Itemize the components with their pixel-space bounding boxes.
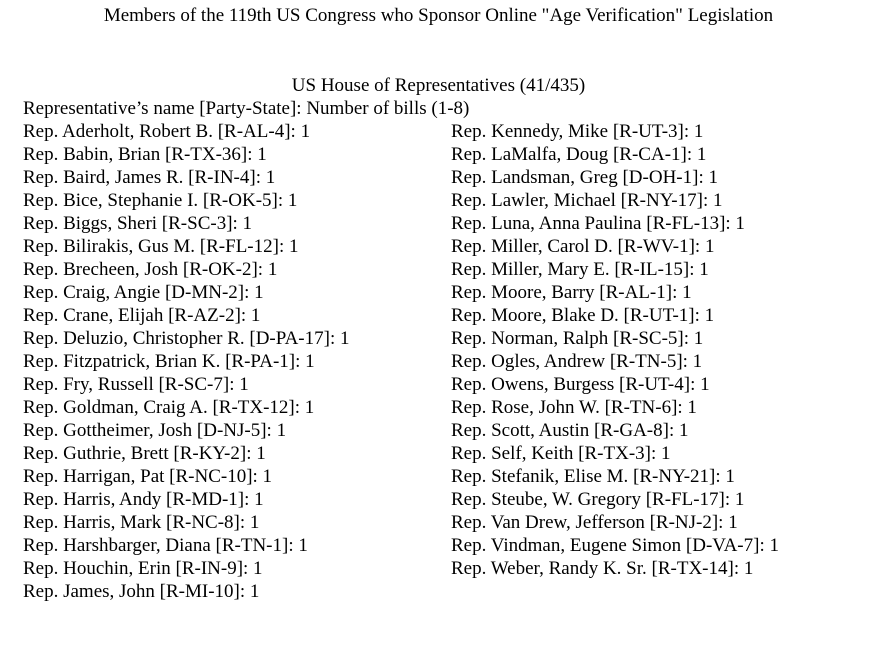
member-entry: Rep. Bice, Stephanie I. [R-OK-5]: 1 xyxy=(23,190,298,211)
member-entry: Rep. Gottheimer, Josh [D-NJ-5]: 1 xyxy=(23,420,287,441)
member-entry: Rep. Baird, James R. [R-IN-4]: 1 xyxy=(23,167,276,188)
member-entry: Rep. Houchin, Erin [R-IN-9]: 1 xyxy=(23,558,263,579)
member-entry: Rep. Owens, Burgess [R-UT-4]: 1 xyxy=(451,374,710,395)
section-heading: US House of Representatives (41/435) xyxy=(291,75,586,96)
member-entry: Rep. LaMalfa, Doug [R-CA-1]: 1 xyxy=(451,144,707,165)
member-entry: Rep. Norman, Ralph [R-SC-5]: 1 xyxy=(451,328,704,349)
member-entry: Rep. Miller, Mary E. [R-IL-15]: 1 xyxy=(451,259,709,280)
member-entry: Rep. Moore, Barry [R-AL-1]: 1 xyxy=(451,282,692,303)
member-entry: Rep. Crane, Elijah [R-AZ-2]: 1 xyxy=(23,305,261,326)
member-entry: Rep. Guthrie, Brett [R-KY-2]: 1 xyxy=(23,443,266,464)
member-entry: Rep. Lawler, Michael [R-NY-17]: 1 xyxy=(451,190,723,211)
member-entry: Rep. Brecheen, Josh [R-OK-2]: 1 xyxy=(23,259,278,280)
member-entry: Rep. Weber, Randy K. Sr. [R-TX-14]: 1 xyxy=(451,558,754,579)
member-entry: Rep. Deluzio, Christopher R. [D-PA-17]: 1 xyxy=(23,328,350,349)
member-entry: Rep. Craig, Angie [D-MN-2]: 1 xyxy=(23,282,264,303)
legend-line: Representative’s name [Party-State]: Number of bills (1-8) xyxy=(23,98,470,119)
member-entry: Rep. Miller, Carol D. [R-WV-1]: 1 xyxy=(451,236,715,257)
member-entry: Rep. Steube, W. Gregory [R-FL-17]: 1 xyxy=(451,489,745,510)
member-entry: Rep. Biggs, Sheri [R-SC-3]: 1 xyxy=(23,213,253,234)
member-entry: Rep. Landsman, Greg [D-OH-1]: 1 xyxy=(451,167,718,188)
member-entry: Rep. Vindman, Eugene Simon [D-VA-7]: 1 xyxy=(451,535,779,556)
member-entry: Rep. Self, Keith [R-TX-3]: 1 xyxy=(451,443,671,464)
member-entry: Rep. Van Drew, Jefferson [R-NJ-2]: 1 xyxy=(451,512,738,533)
member-entry: Rep. Harris, Mark [R-NC-8]: 1 xyxy=(23,512,260,533)
member-entry: Rep. Babin, Brian [R-TX-36]: 1 xyxy=(23,144,267,165)
member-entry: Rep. Luna, Anna Paulina [R-FL-13]: 1 xyxy=(451,213,745,234)
member-entry: Rep. Fitzpatrick, Brian K. [R-PA-1]: 1 xyxy=(23,351,315,372)
member-entry: Rep. Goldman, Craig A. [R-TX-12]: 1 xyxy=(23,397,315,418)
member-entry: Rep. Fry, Russell [R-SC-7]: 1 xyxy=(23,374,249,395)
member-entry: Rep. Kennedy, Mike [R-UT-3]: 1 xyxy=(451,121,704,142)
member-entry: Rep. James, John [R-MI-10]: 1 xyxy=(23,581,260,602)
member-entry: Rep. Ogles, Andrew [R-TN-5]: 1 xyxy=(451,351,703,372)
page-title: Members of the 119th US Congress who Sponsor Online "Age Verification" Legislation xyxy=(103,5,774,26)
member-entry: Rep. Rose, John W. [R-TN-6]: 1 xyxy=(451,397,697,418)
member-entry: Rep. Moore, Blake D. [R-UT-1]: 1 xyxy=(451,305,715,326)
member-entry: Rep. Bilirakis, Gus M. [R-FL-12]: 1 xyxy=(23,236,299,257)
member-entry: Rep. Harshbarger, Diana [R-TN-1]: 1 xyxy=(23,535,308,556)
member-entry: Rep. Aderholt, Robert B. [R-AL-4]: 1 xyxy=(23,121,311,142)
members-list-right xyxy=(451,120,779,580)
members-list-left xyxy=(23,120,350,603)
member-entry: Rep. Harris, Andy [R-MD-1]: 1 xyxy=(23,489,264,510)
member-entry: Rep. Harrigan, Pat [R-NC-10]: 1 xyxy=(23,466,273,487)
member-entry: Rep. Scott, Austin [R-GA-8]: 1 xyxy=(451,420,689,441)
member-entry: Rep. Stefanik, Elise M. [R-NY-21]: 1 xyxy=(451,466,735,487)
